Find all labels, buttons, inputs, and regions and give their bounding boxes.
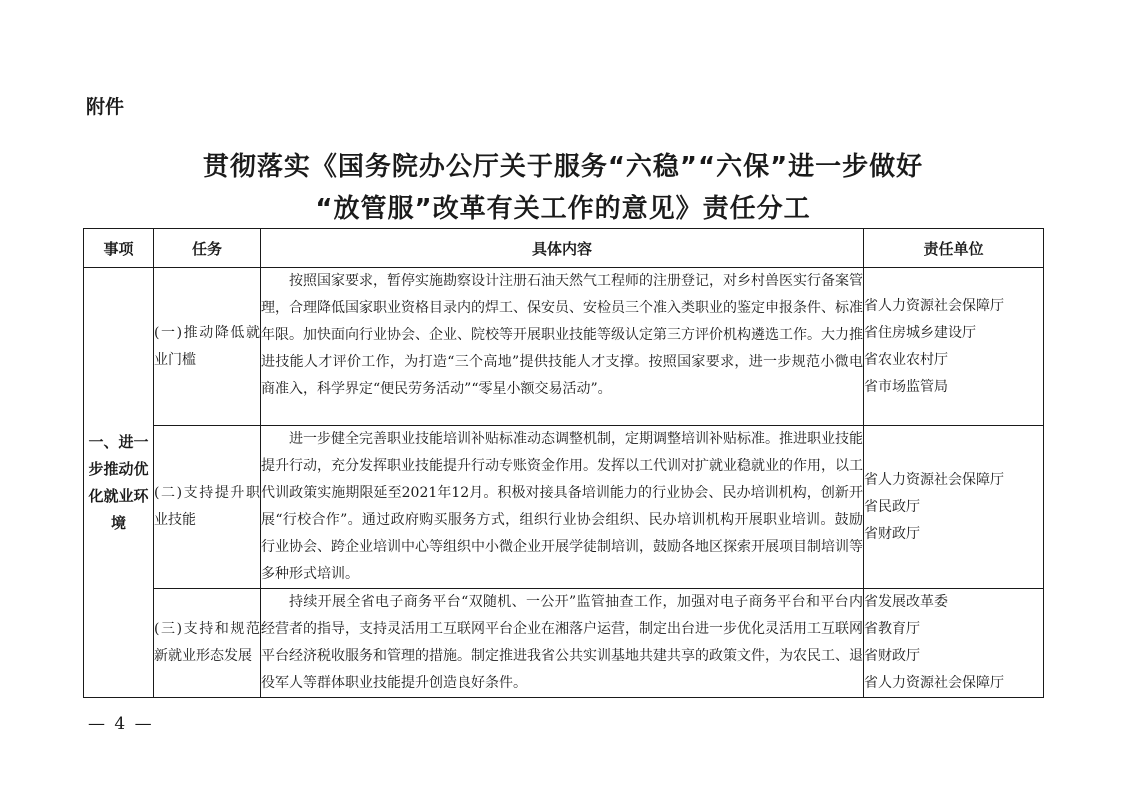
header-unit: 责任单位 <box>864 229 1044 268</box>
content-cell: 持续开展全省电子商务平台“双随机、一公开”监管抽查工作，加强对电子商务平台和平台内经营者的指导，支持灵活用工互联网平台企业在湘落户运营，制定出台进一步优化灵活用工互联网平台经济税收服务和管理的措施。制定推进我省公共实训基地共建共享的政策文件，为农民工、退役军人等群体职业技能提升创造良好条件。 <box>261 589 864 698</box>
unit-item: 省人力资源社会保障厅 <box>864 471 1004 488</box>
unit-item: 省教育厅 <box>864 621 920 637</box>
unit-item: 省财政厅 <box>864 525 920 542</box>
task-cell: (一)推动降低就业门槛 <box>154 268 261 426</box>
title-line-2: “放管服”改革有关工作的意见》责任分工 <box>315 194 811 224</box>
title-line-1: 贯彻落实《国务院办公厅关于服务“六稳”“六保”进一步做好 <box>202 152 924 182</box>
unit-item: 省住房城乡建设厅 <box>864 324 976 341</box>
task-cell: (三)支持和规范新就业形态发展 <box>154 589 261 698</box>
unit-cell <box>864 268 1044 426</box>
content-cell: 按照国家要求，暂停实施勘察设计注册石油天然气工程师的注册登记，对乡村兽医实行备案管理，合理降低国家职业资格目录内的焊工、保安员、安检员三个准入类职业的鉴定申报条件、标准年限。加快面向行业协会、企业、院校等开展职业技能等级认定第三方评价机构遴选工作。大力推进技能人才评价工作，为打造“三个高地”提供技能人才支撑。按照国家要求，进一步规范小微电商准入，科学界定“便民劳务活动”“零星小额交易活动”。 <box>261 268 864 426</box>
table-header-row <box>84 229 1044 268</box>
task-cell: (二)支持提升职业技能 <box>154 426 261 589</box>
unit-item: 省民政厅 <box>864 498 920 515</box>
table-row <box>84 426 1044 589</box>
unit-cell <box>864 589 1044 698</box>
attachment-label: 附件 <box>86 96 125 118</box>
content-cell: 进一步健全完善职业技能培训补贴标准动态调整机制，定期调整培训补贴标准。推进职业技能提升行动，充分发挥职业技能提升行动专账资金作用。发挥以工代训对扩就业稳就业的作用，以工代训政策实施期限延至2021年12月。积极对接具备培训能力的行业协会、民办培训机构，创新开展“行校合作”。通过政府购买服务方式，组织行业协会组织、民办培训机构开展职业培训。鼓励行业协会、跨企业培训中心等组织中小微企业开展学徒制培训，鼓励各地区探索开展项目制培训等多种形式培训。 <box>261 426 864 589</box>
unit-item: 省市场监管局 <box>864 378 948 395</box>
responsibility-table <box>83 228 1044 698</box>
header-task: 任务 <box>154 229 261 268</box>
unit-item: 省农业农村厅 <box>864 351 948 368</box>
table-row <box>84 589 1044 698</box>
page-number: — 4 — <box>88 714 154 734</box>
unit-item: 省人力资源社会保障厅 <box>864 675 1004 691</box>
unit-cell <box>864 426 1044 589</box>
header-content: 具体内容 <box>261 229 864 268</box>
header-item: 事项 <box>84 229 154 268</box>
table-row <box>84 268 1044 426</box>
unit-item: 省发展改革委 <box>864 594 948 610</box>
unit-item: 省人力资源社会保障厅 <box>864 297 1004 314</box>
document-title <box>80 146 1046 230</box>
unit-item: 省财政厅 <box>864 648 920 664</box>
section-cell: 一、进一步推动优化就业环境 <box>84 268 154 698</box>
